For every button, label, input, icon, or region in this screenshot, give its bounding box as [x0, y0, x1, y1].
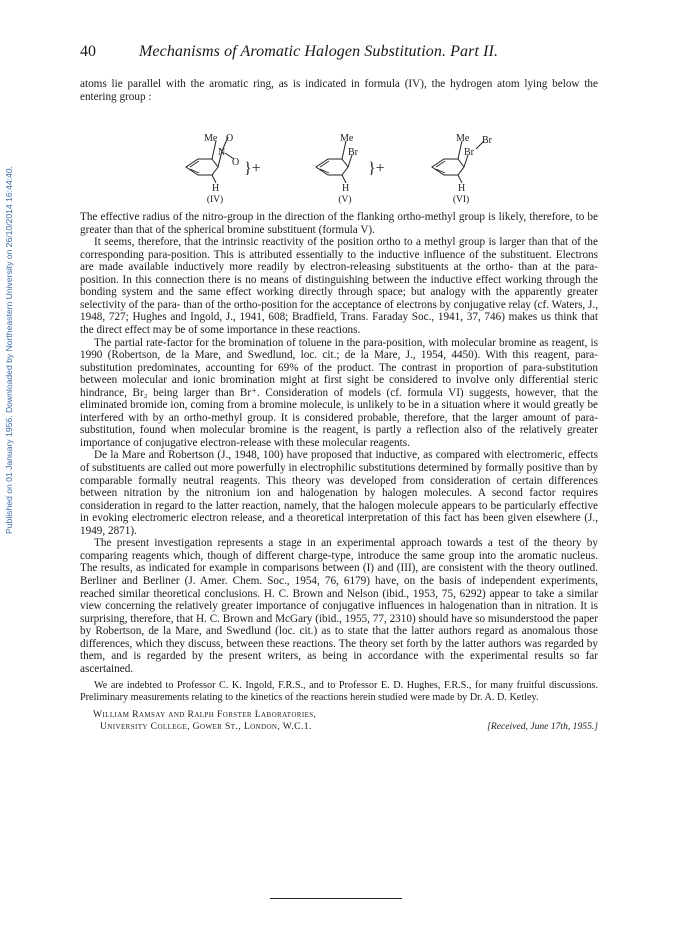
page-header: [80, 43, 600, 65]
formula-v-atom-me: Me: [340, 133, 354, 145]
download-watermark: [0, 70, 18, 630]
formula-iv-atom-n: N: [218, 147, 226, 159]
end-rule: [270, 898, 402, 899]
address-line-1: William Ramsay and Ralph Forster Laboratories,: [93, 709, 317, 721]
formula-v-label: (V): [338, 195, 352, 206]
formula-vi-label: (VI): [452, 195, 470, 206]
address-line-2: University College, Gower St., London, W.C.1.: [100, 721, 312, 733]
formula-vi-atom-br2: Br: [482, 135, 492, 147]
formula-vi-atom-me: Me: [456, 133, 470, 145]
structural-formulas: [80, 103, 598, 211]
paragraph-de-la-mare-theory: De la Mare and Robertson (J., 1948, 100) have proposed that inductive, as compared with electromeric, effects of substituents are called out more powerfully in electrophilic substitutions determined by formally positive than by comparable formally neutral reagents. This theory was developed from consideration of certain differences between nitration by the nitronium ion and halogenation by halogen molecules. A second factor requires consideration in regard to the latter reaction, namely, that the halogen molecule appears to be particularly effective in evoking electromeric electron release, and a theoretical interpretation of this fact has been given elsewhere (J., 1949, 2871).: [80, 449, 598, 537]
formula-v-atom-br: Br: [348, 147, 358, 159]
received-date: [Received, June 17th, 1955.]: [487, 721, 598, 733]
paragraph-rate-factor: The partial rate-factor for the bromination of toluene in the para-position, with molecular bromine as reagent, is 1990 (Robertson, de la Mare, and Swedlund, loc. cit.; de la Mare, J., 1954, 4450). With this reagent, para-substitution predominates, accounting for 69% of the product. The contrast in proportion of para-substitution between molecular and ionic bromination might at first sight be considered to involve only differential steric hindrance, Br₂ being larger than Br⁺. Consideration of models (cf. formula VI) suggests, however, that the eliminated bromide ion, coming from a bromine molecule, is unlikely to be in a situation where it would greatly be interfered with by an ortho-methyl group. It is considered probable, therefore, that the larger amount of para-substitution, found when molecular bromine is the reagent, is partly a reflection also of the relatively greater importance of conjugative electron-release with these molecular reagents.: [80, 336, 598, 449]
paragraph-effective-radius: The effective radius of the nitro-group in the direction of the flanking ortho-methyl group is likely, therefore, to be greater than that of the spherical bromine substituent (formula V).: [80, 211, 598, 236]
formula-iv-atom-o1: O: [226, 133, 234, 145]
formula-iv-atom-o2: O: [232, 157, 240, 169]
formula-vi: [418, 103, 538, 211]
formula-iv-label: (IV): [206, 195, 224, 206]
formula-v: [302, 103, 422, 211]
page-number: 40: [80, 43, 96, 60]
running-title: Mechanisms of Aromatic Halogen Substitution. Part II.: [139, 43, 499, 60]
formula-vi-atom-br1: Br: [464, 147, 474, 159]
formula-iv: [172, 103, 292, 211]
article-body: [80, 78, 598, 735]
paragraph-intrinsic-reactivity: It seems, therefore, that the intrinsic reactivity of the position ortho to a methyl group is larger than that of the corresponding para-position. This is attributed essentially to the inductive influence of the substituent. Electrons are made available inductively more readily by electron-releasing substituents at the ortho- than at the para-position. In this connection there is no means of distinguishing between the inductive effect working through the bonding system and the same effect working directly through space; but analogy with the apparently greater selectivity of the para- than of the ortho-position for the acceptance of electrons by conjugative relay (cf. Waters, J., 1948, 727; Hughes and Ingold, J., 1941, 608; Bradfield, Trans. Faraday Soc., 1941, 37, 746) makes us think that the direct effect may be of some importance in these reactions.: [80, 236, 598, 337]
formula-v-atom-h: H: [342, 183, 350, 195]
paragraph-present-investigation: The present investigation represents a stage in an experimental approach towards a test of the theory by comparing reagents which, though of different charge-type, introduce the same group into the aromatic nucleus. The results, as indicated for example in comparisons between (I) and (III), are consistent with the theory outlined. Berliner and Berliner (J. Amer. Chem. Soc., 1954, 76, 6179) have, on the basis of independent experiments, reached similar theoretical conclusions. H. C. Brown and Nelson (ibid., 1953, 75, 6292) appear to take a similar view concerning the relatively greater importance of conjugative influences in halogenation than in nitration. It is surprising, therefore, that H. C. Brown and McGary (ibid., 1955, 77, 2310) should have so misunderstood the paper by Robertson, de la Mare, and Swedlund (loc. cit.) as to state that the latter authors regard as anomalous those differences, which they discuss, between these reactions. The theory set forth by the latter authors was regarded by them, and is regarded by the present writers, as being in accordance with the experimental results so far ascertained.: [80, 537, 598, 675]
formula-iv-atom-h: H: [212, 183, 220, 195]
formula-iv-atom-me: Me: [204, 133, 218, 145]
address-block: [80, 709, 598, 735]
formula-vi-atom-h: H: [458, 183, 466, 195]
acknowledgement: We are indebted to Professor C. K. Ingold, F.R.S., and to Professor E. D. Hughes, F.R.S., for many fruitful discussions. Preliminary measurements relating to the kinetics of the reactions herein studied were made by Dr. A. D. Ketley.: [80, 680, 598, 704]
download-watermark-text: Published on 01 January 1956. Downloaded by Northeastern University on 26/10/2014 16:44:40.: [4, 166, 14, 534]
formula-iv-suffix: }+: [244, 160, 261, 178]
formula-v-suffix: }+: [368, 160, 385, 178]
intro-paragraph: atoms lie parallel with the aromatic ring, as is indicated in formula (IV), the hydrogen atom lying below the entering group :: [80, 78, 598, 103]
